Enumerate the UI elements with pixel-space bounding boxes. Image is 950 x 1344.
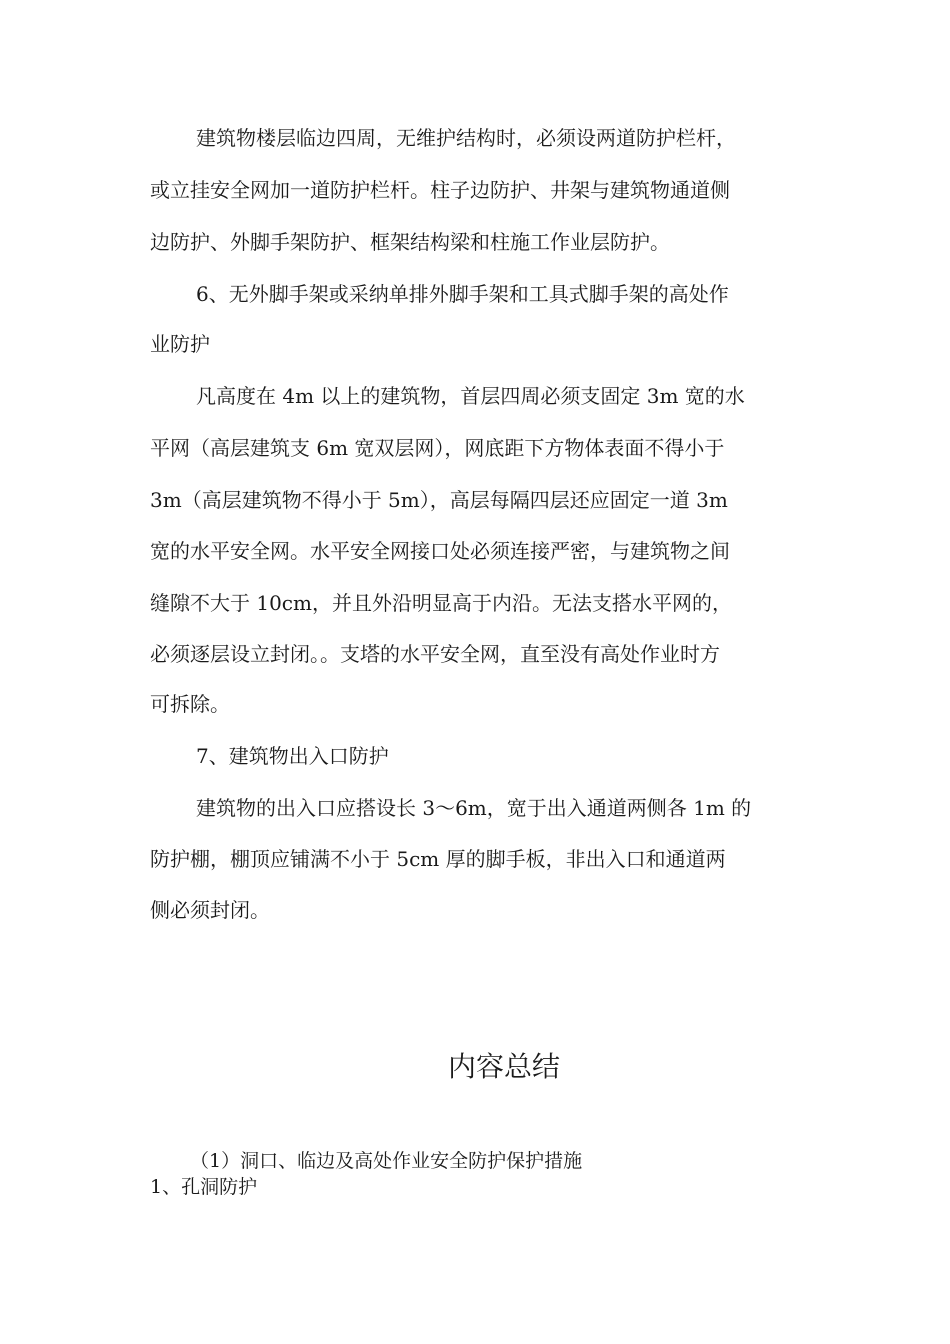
- paragraph-line: 可拆除。: [150, 692, 230, 716]
- paragraph-line: 防护棚，棚顶应铺满不小于 5cm 厚的脚手板，非出入口和通道两: [150, 847, 726, 871]
- section-heading: 7、建筑物出入口防护: [196, 744, 389, 768]
- paragraph-line: 凡高度在 4m 以上的建筑物，首层四周必须支固定 3m 宽的水: [196, 384, 745, 408]
- summary-item: （1）洞口、临边及高处作业安全防护保护措施: [190, 1150, 583, 1172]
- paragraph-line: 或立挂安全网加一道防护栏杆。柱子边防护、井架与建筑物通道侧: [150, 178, 730, 202]
- summary-item: 1、孔洞防护: [150, 1176, 258, 1198]
- paragraph-line: 必须逐层设立封闭。。支塔的水平安全网，直至没有高处作业时方: [150, 642, 720, 666]
- section-heading: 业防护: [150, 332, 210, 356]
- paragraph-line: 宽的水平安全网。水平安全网接口处必须连接严密，与建筑物之间: [150, 539, 730, 563]
- paragraph-line: 侧必须封闭。: [150, 898, 270, 922]
- paragraph-line: 建筑物的出入口应搭设长 3～6m，宽于出入通道两侧各 1m 的: [196, 796, 752, 820]
- paragraph-line: 建筑物楼层临边四周，无维护结构时，必须设两道防护栏杆，: [196, 126, 736, 150]
- paragraph-line: 平网（高层建筑支 6m 宽双层网），网底距下方物体表面不得小于: [150, 436, 725, 460]
- paragraph-line: 缝隙不大于 10cm，并且外沿明显高于内沿。无法支搭水平网的，: [150, 591, 732, 615]
- paragraph-line: 3m（高层建筑物不得小于 5m），高层每隔四层还应固定一道 3m: [150, 488, 728, 512]
- section-heading: 6、无外脚手架或采纳单排外脚手架和工具式脚手架的高处作: [196, 282, 729, 306]
- paragraph-line: 边防护、外脚手架防护、框架结构梁和柱施工作业层防护。: [150, 230, 670, 254]
- summary-title: 内容总结: [447, 1050, 560, 1083]
